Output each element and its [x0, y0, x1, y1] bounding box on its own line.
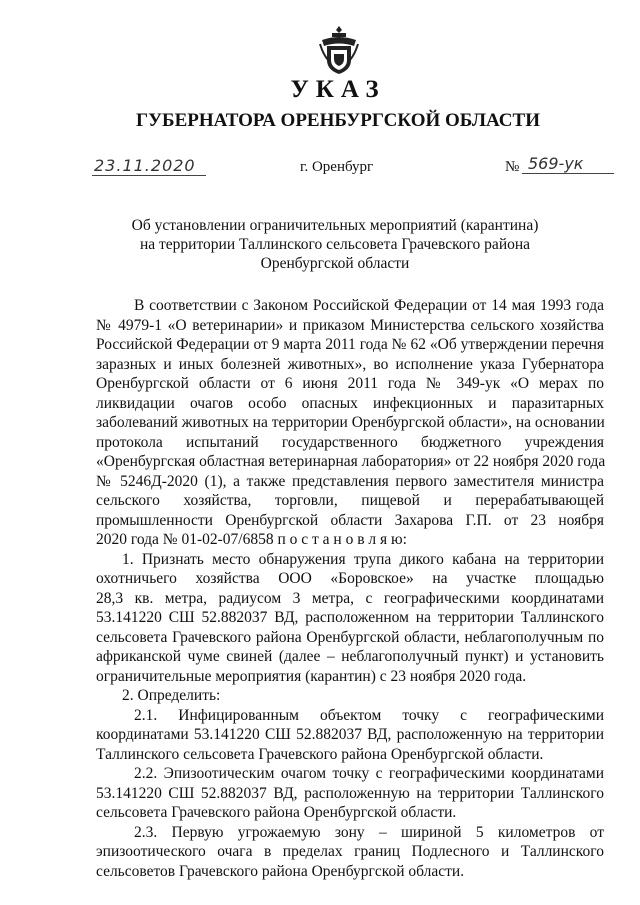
body-line: охотничьего хозяйства ООО «Боровское» на участке площадью	[96, 570, 604, 587]
body-line: В соответствии с Законом Российской Федерации от 14 мая 1993 года	[134, 297, 604, 314]
decree-issuer: ГУБЕРНАТОРА ОРЕНБУРГСКОЙ ОБЛАСТИ	[136, 110, 540, 131]
body-line: Таллинского сельсовета Грачевского района Оренбургской области.	[96, 745, 544, 763]
body-line: координатами 53.141220 СШ 52.882037 ВД, расположенную на территории	[96, 726, 604, 743]
body-line: № 4979-1 «О ветеринарии» и приказом Министерства сельского хозяйства	[96, 316, 604, 334]
decree-city: г. Оренбург	[300, 159, 374, 175]
body-line: № 5246Д-2020 (1), а также представления первого заместителя министра	[96, 472, 604, 490]
body-line: ликвидации очагов особо опасных инфекционных и паразитарных	[96, 394, 604, 412]
preamble-paragraph	[96, 296, 604, 550]
body-line: Российской Федерации от 9 марта 2011 года № 62 «Об утверждении перечня	[96, 336, 604, 353]
body-line: 53.141220 СШ 52.882037 ВД, расположенном на территории Таллинского	[96, 609, 604, 626]
body-line: сельсовета Грачевского района Оренбургской области, неблагополучным по	[96, 628, 604, 646]
decree-title: УКАЗ	[290, 76, 386, 103]
heading-line: на территории Таллинского сельсовета Грачевского района	[139, 236, 531, 253]
clause-2	[96, 686, 604, 706]
decree-number-label: №	[505, 159, 520, 175]
clause-2-1	[96, 706, 604, 765]
heading-line: Об установлении ограничительных мероприятий (карантина)	[131, 217, 539, 234]
body-line: протокола испытаний государственного бюджетного учреждения	[96, 433, 604, 451]
body-line: заразных и иных болезней животных», во исполнение указа Губернатора	[96, 355, 604, 373]
body-line: 2020 года № 01-02-07/6858 п о с т а н о в л я ю:	[96, 531, 407, 548]
decree-heading	[100, 216, 570, 273]
body-line: промышленности Оренбургской области Захарова Г.П. от 23 ноября	[96, 511, 604, 529]
clause-2-2	[96, 764, 604, 823]
body-line: «Оренбургская областная ветеринарная лаборатория» от 22 ноября 2020 года	[96, 453, 606, 470]
body-line: 53.141220 СШ 52.882037 ВД, расположенную на территории Таллинского	[96, 784, 604, 802]
body-line: сельского хозяйства, торговли, пищевой и перерабатывающей	[96, 492, 604, 509]
orenburg-coat-of-arms-icon	[318, 24, 360, 76]
decree-number: 569-ук	[522, 154, 614, 174]
clause-2-3	[96, 823, 604, 882]
body-line: сельсовета Грачевского района Оренбургской области.	[96, 804, 457, 821]
body-line: Оренбургской области от 6 июня 2011 года № 349-ук «О мерах по	[96, 375, 604, 392]
body-line: 2.3. Первую угрожаемую зону – шириной 5 километров от	[134, 823, 604, 841]
body-line: эпизоотического очага в пределах границ Подлесного и Таллинского	[96, 843, 604, 860]
body-line: сельсоветов Грачевского района Оренбургской области.	[96, 862, 465, 880]
body-line: 2. Определить:	[122, 687, 221, 704]
body-line: 1. Признать место обнаружения трупа дикого кабана на территории	[122, 550, 604, 568]
body-line: 28,3 кв. метра, радиусом 3 метра, с географическими координатами	[96, 589, 604, 607]
body-line: 2.1. Инфицированным объектом точку с географическими	[134, 706, 604, 724]
clause-1	[96, 550, 604, 687]
body-line: африканской чуме свиней (далее – неблагополучный пункт) и установить	[96, 648, 604, 665]
body-line: 2.2. Эпизоотическим очагом точку с географическими координатами	[134, 765, 604, 782]
decree-date: 23.11.2020	[92, 156, 206, 176]
body-line: ограничительные мероприятия (карантин) с 23 ноября 2020 года.	[96, 667, 527, 685]
decree-body	[96, 296, 604, 881]
heading-line: Оренбургской области	[260, 255, 410, 272]
body-line: заболеваний животных на территории Оренбургской области», на основании	[96, 414, 605, 431]
